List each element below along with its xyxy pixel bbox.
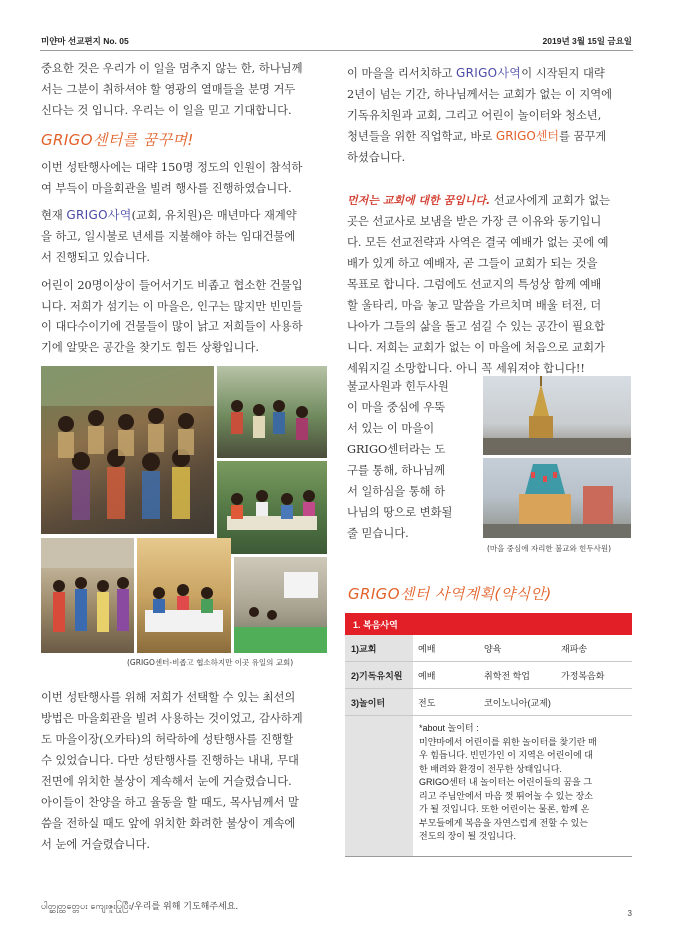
row-label: 3)놀이터 <box>345 689 413 715</box>
table-note-row <box>345 716 632 857</box>
photo-hindu-temple <box>483 458 631 538</box>
temple-caption: (마을 중심에 자리한 불교와 힌두사원) <box>487 544 612 553</box>
table-row <box>345 662 632 689</box>
brand-grigo-center: GRIGO센터 <box>495 129 560 143</box>
photo-buddhist-pagoda <box>483 376 631 455</box>
footer-prayer-request: ပါတ္ဆုတ္ထတ္တေပး ကျေးဇူးပြုပြီး/우리를 위해 기도해주세요. <box>41 902 239 912</box>
left-text-block-2 <box>41 205 331 268</box>
table-cell: 취학전 학업 <box>484 670 530 681</box>
header-divider <box>40 50 633 51</box>
paragraph-temples: 불교사원과 힌두사원 이 마을 중심에 우뚝 서 있는 이 마을이 GRIGO센터라는 도 구를 통해, 하나님께 서 일하심을 통해 하 나님의 땅으로 변화될 줄 믿습니다. <box>347 380 453 540</box>
left-text-block-4 <box>41 687 331 855</box>
table-row <box>345 635 632 662</box>
section-heading-dream: GRIGO센터를 꿈꾸며! <box>41 131 194 149</box>
left-text-block <box>41 157 331 199</box>
lead-church-dream: 먼저는 교회에 대한 꿈입니다. <box>347 194 491 207</box>
page-number: 3 <box>627 909 632 918</box>
table-cell: 재파송 <box>561 643 588 654</box>
photo-bible-study <box>217 461 327 554</box>
photo-kids-table <box>137 538 231 653</box>
brand-grigo: GRIGO사역 <box>66 208 132 222</box>
left-text-block-3 <box>41 276 331 358</box>
paragraph-christmas: 이번 성탄행사에는 대략 150명 정도의 인원이 참석하 여 부득이 마을회관을 빌려 행사를 진행하였습니다. <box>41 161 303 195</box>
table-cell: 예배 <box>418 643 436 654</box>
issue-date: 2019년 3월 15일 금요일 <box>542 36 632 46</box>
right-text-block-1 <box>347 63 634 168</box>
paragraph-building: 어린이 20명이상이 들어서기도 비좁고 협소한 건물입 니다. 저희가 섬기는 이 마을은, 인구는 많지만 빈민들 이 대다수이기에 건물들이 많이 낡고 저희들이 사용하 기에 알맞은 공간을 찾기도 힘든 상황입니다. <box>41 279 303 354</box>
left-column <box>41 58 331 121</box>
section-heading-plan: GRIGO센터 사역계획(약식안) <box>348 585 552 603</box>
intro-paragraph: 중요한 것은 우리가 이 일을 멈추지 않는 한, 하나님께 서는 그분이 취하셔야 할 영광의 열매들을 분명 거두 신다는 것 입니다. 우리는 이 일을 믿고 기대합니다. <box>41 62 303 117</box>
paragraph-church-dream: 먼저는 교회에 대한 꿈입니다. 선교사에게 교회가 없는 곳은 선교사로 보냄을 받은 가장 큰 이유와 동기입니 다. 모든 선교전략과 사역은 결국 예배가 없는 곳에 예 배가 있게 하고 예배자, 곧 그들이 교회가 되는 것을 목표로 합니다. 그럼에도 선교지의 특성상 함께 예배 할 울타리, 마음 놓고 말씀을 가르치며 배울 터전, 더 나아가 그들의 삶을 돌고 섬길 수 있는 공간이 필요합 니다. 저희는 교회가 없는 이 마을에 처음으로 교회가 세워지길 소망합니다. 아니 꼭 세워져야 합니다!! <box>347 194 611 375</box>
photo-room-kids <box>41 538 134 653</box>
photo-children-standing <box>41 366 214 534</box>
brand-grigo-2: GRIGO사역 <box>456 66 522 80</box>
photo-classroom <box>234 557 327 653</box>
table-row <box>345 689 632 716</box>
photo-class-group <box>217 366 327 458</box>
row-label-empty <box>345 716 413 856</box>
row-label: 1)교회 <box>345 635 413 661</box>
photo-caption: (GRIGO센터-비좁고 협소하지만 이곳 유일의 교회) <box>127 658 294 667</box>
table-cell: 예배 <box>418 670 436 681</box>
table-header: 1. 복음사역 <box>345 613 632 635</box>
paragraph-research: 이 마을을 리서치하고 GRIGO사역이 시작된지 대략 2년이 넘는 기간, 하나님께서는 교회가 없는 이 지역에 기독유치원과 교회, 그리고 어린이 놀이터와 청소년, 청년들을 위한 직업학교, 바로 GRIGO센터를 꿈꾸게 하셨습니다. <box>347 66 613 164</box>
paragraph-buddha: 이번 성탄행사를 위해 저희가 선택할 수 있는 최선의 방법은 마을회관을 빌려 사용하는 것이었고, 감사하게 도 마을이장(오카타)의 허락하에 성탄행사를 진행할 수 있었습니다. 다만 성탄행사를 진행하는 내내, 무대 전면에 위치한 불상이 계속해서 눈에 거슬렸습니다. 아이들이 찬양을 하고 율동을 할 때도, 목사님께서 말 씀을 전하실 때도 앞에 위치한 화려한 불상이 계속에 서 눈에 거슬렸습니다. <box>41 691 303 851</box>
right-text-block-3 <box>347 376 472 544</box>
table-cell: 양육 <box>484 643 502 654</box>
playground-note: *about 놀이터 : 미얀마에서 어린이를 위한 놀이터를 찾기란 매 우 힘듭니다. 빈민가인 이 지역은 어린이에 대 한 배려와 환경이 전무한 상태입니다. GRIGO센터 내 놀이터는 어린이들의 꿈을 그 리고 주님안에서 마음 껏 뛰어놀 수 있는 장소 가 될 것입니다. 또한 어린이는 물론, 함께 온 부모들에게 복음을 자연스럽게 전할 수 있는 전도의 장이 될 것입니다. <box>419 723 597 841</box>
right-text-block-2 <box>347 190 634 379</box>
row-label: 2)기독유치원 <box>345 662 413 688</box>
table-cell: 전도 <box>418 697 436 708</box>
photo-collage <box>41 366 327 653</box>
ministry-plan-table <box>345 613 632 857</box>
newsletter-title: 미얀마 선교편지 No. 05 <box>41 36 129 46</box>
paragraph-rental: 현재 GRIGO사역(교회, 유치원)은 매년마다 재계약 을 하고, 일시불로 년세를 지불해야 하는 임대건물에 서 진행되고 있습니다. <box>41 208 297 264</box>
table-cell: 코이노니아(교제) <box>484 697 551 708</box>
table-cell: 가정복음화 <box>561 670 605 681</box>
